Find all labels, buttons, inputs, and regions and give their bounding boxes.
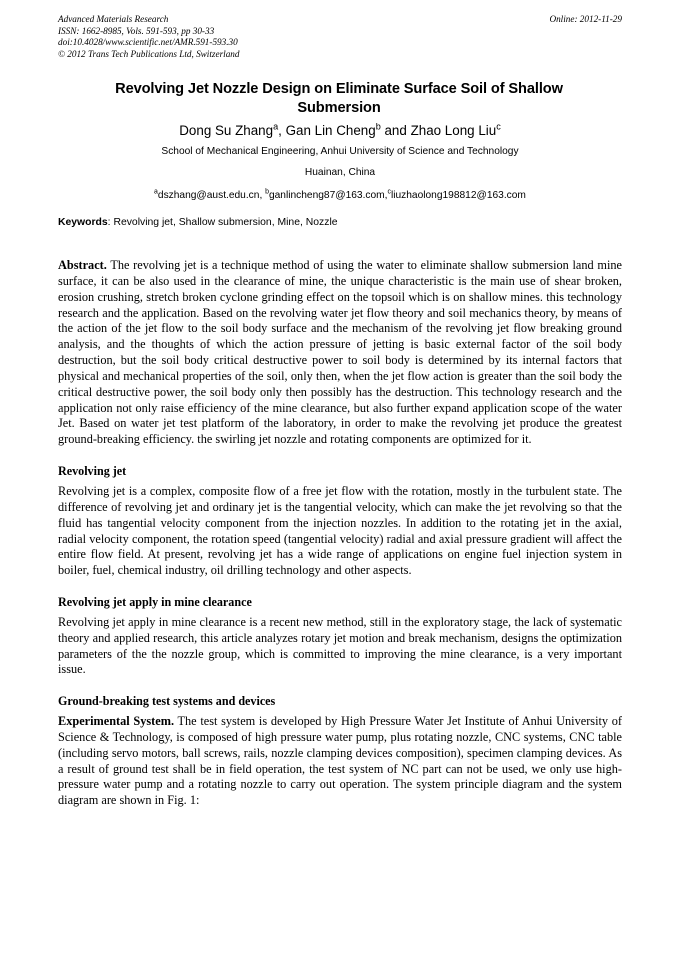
article-body — [58, 258, 622, 809]
author-affiliation-mark-b: b — [375, 121, 381, 132]
section-heading-test-systems: Ground-breaking test systems and devices — [58, 694, 276, 709]
section-paragraph-revolving-jet: Revolving jet is a complex, composite flow of a free jet flow with the rotation, mostly in the turbulent state. The difference of revolving jet and ordinary jet is the tangential velocity, which can make the jet revolving so that the fluid has tangential velocity component from the injection nozzles. In addition to the rotating jet in the axial, radial velocity component, the rotation speed (tangential velocity) radial and axial pressure gradient will affect the entire flow field. At present, revolving jet has a wide range of applications on engine fuel injection system in boiler, fuel, chemical industry, oil drilling technology and other aspects. — [58, 483, 622, 578]
affiliation-city: Huainan, China — [304, 167, 376, 178]
journal-name: Advanced Materials Research — [58, 14, 169, 24]
keywords-label: Keywords — [58, 217, 108, 228]
section-heading-revolving-jet: Revolving jet — [58, 464, 127, 479]
spacer — [58, 448, 622, 464]
journal-header-left — [58, 14, 239, 60]
author-name-1: Dong Su Zhang — [179, 123, 274, 138]
section-heading-mine-clearance: Revolving jet apply in mine clearance — [58, 595, 252, 610]
page-title: Revolving Jet Nozzle Design on Eliminate Surface Soil of Shallow Submersion — [115, 81, 563, 116]
keywords-line — [58, 216, 622, 230]
author-separator-1: , — [278, 123, 286, 138]
journal-copyright: © 2012 Trans Tech Publications Ltd, Switzerland — [58, 48, 240, 59]
affiliation: School of Mechanical Engineering, Anhui University of Science and Technology — [161, 146, 519, 157]
spacer — [58, 678, 622, 694]
author-name-3: Zhao Long Liu — [410, 123, 497, 138]
keywords-separator: : — [107, 217, 114, 228]
keywords-value: Revolving jet, Shallow submersion, Mine, Nozzle — [113, 217, 338, 228]
email-address-1[interactable]: dszhang@aust.edu.cn, — [157, 190, 266, 201]
email-mark-a: a — [154, 188, 158, 196]
author-separator-2: and — [380, 123, 411, 138]
email-mark-c: c — [387, 188, 391, 196]
author-name-2: Gan Lin Cheng — [285, 123, 376, 138]
journal-header — [58, 14, 622, 60]
email-address-2[interactable]: ganlincheng87@163.com, — [268, 190, 388, 201]
section-paragraph-experimental-system — [58, 714, 622, 809]
email-address-3[interactable]: liuzhaolong198812@163.com — [390, 190, 526, 201]
abstract-label: Abstract. — [58, 258, 107, 272]
experimental-system-text: The test system is developed by High Pressure Water Jet Institute of Anhui University of Science & Technology, is composed of high pressure water pump, plus rotating nozzle, CNC systems, CNC table (including servo motors, ball screws, rails, nozzle clamping devices composition), specimen clamping devices. As a result of ground test shall be in field operation, the test system of NC part can not be used, we only use high-pressure water pump and a rotating nozzle to carry out operation. The system principle diagram and the system diagram are shown in Fig. 1: — [58, 714, 622, 808]
author-emails — [58, 189, 622, 202]
abstract-paragraph — [58, 258, 622, 448]
email-mark-b: b — [265, 188, 269, 196]
journal-doi: doi:10.4028/www.scientific.net/AMR.591-593.30 — [58, 37, 238, 48]
author-list — [58, 122, 622, 139]
experimental-system-lead: Experimental System. — [58, 714, 175, 729]
abstract-text: The revolving jet is a technique method of using the water to eliminate shallow submersion land mine surface, it can be also used in the clearance of mine, the unique characteristic is the main use of shear broken, erosion crushing, stretch broken cyclone grinding effect on the topsoil which is on shallow mines. this technology research and the application. Based on the revolving water jet flow theory and soil mechanics theory, by means of the action of the jet flow to the soil body surface and the mechanism of the revolving jet flow breaking ground analysis, and the thoughts of which the action pressure of jetting is basic external factor of the soil body destruction, but the soil body critical destructive power to soil body is determined by its internal factors that physical and mechanical properties of the soil, only then, when the jet flow action is greater than the soil body the critical destructive power, the soil body only then possibly has the destruction. This technology research and the application not only raise efficiency of the mine clearance, but also further expand application scope of the water Jet. Based on water jet test platform of the laboratory, in order to make the revolving jet produce the greatest ground-breaking efficiency. the swirling jet nozzle and rotating components are optimized for it. — [58, 258, 622, 447]
journal-issn-volume: ISSN: 1662-8985, Vols. 591-593, pp 30-33 — [58, 25, 215, 36]
author-affiliation-mark-a: a — [273, 121, 279, 132]
journal-online-date: Online: 2012-11-29 — [549, 14, 622, 24]
spacer — [58, 579, 622, 595]
section-paragraph-mine-clearance: Revolving jet apply in mine clearance is a recent new method, still in the exploratory stage, the lack of systematic theory and applied research, this article analyzes rotary jet motion and break mechanism, designs the optimization parameters of the the nozzle group, which is committed to improving the mine clearance, is a very important issue. — [58, 614, 622, 677]
author-affiliation-mark-c: c — [496, 121, 501, 132]
